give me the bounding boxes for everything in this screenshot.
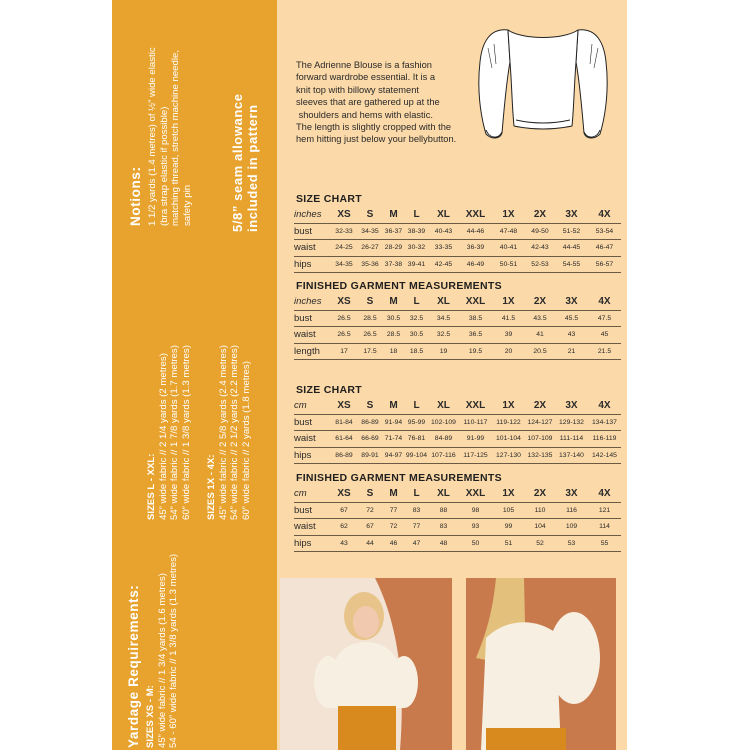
measurement-value: 99 bbox=[492, 519, 525, 536]
measurement-value: 36-39 bbox=[459, 240, 492, 257]
finished-measurements-cm bbox=[294, 486, 621, 552]
size-header: 3X bbox=[555, 486, 588, 502]
measurement-value: 28.5 bbox=[382, 327, 405, 344]
measurement-value: 72 bbox=[382, 519, 405, 536]
measurement-value: 37-38 bbox=[382, 256, 405, 273]
measurement-value: 34.5 bbox=[428, 310, 459, 327]
size-header: M bbox=[382, 398, 405, 414]
description-line: The length is slightly cropped with the bbox=[296, 122, 452, 133]
measurement-value: 21 bbox=[555, 343, 588, 360]
table-title: SIZE CHART bbox=[296, 193, 362, 205]
measurement-value: 52-53 bbox=[525, 256, 555, 273]
measurement-value: 66-69 bbox=[358, 431, 382, 448]
measurement-value: 114 bbox=[588, 519, 621, 536]
size-header: S bbox=[358, 486, 382, 502]
notions-line: matching thread, stretch machine needle, bbox=[170, 50, 182, 226]
size-header: XS bbox=[330, 207, 358, 223]
measurement-value: 26.5 bbox=[358, 327, 382, 344]
measurement-value: 109 bbox=[555, 519, 588, 536]
size-header: 4X bbox=[588, 294, 621, 310]
table-row bbox=[294, 519, 621, 536]
size-header: 2X bbox=[525, 207, 555, 223]
measurement-value: 30.5 bbox=[382, 310, 405, 327]
table-title: SIZE CHART bbox=[296, 384, 362, 396]
measurement-label: bust bbox=[294, 310, 330, 327]
measurement-value: 95-99 bbox=[405, 414, 428, 431]
size-header: L bbox=[405, 207, 428, 223]
measurement-value: 24-25 bbox=[330, 240, 358, 257]
table-row bbox=[294, 310, 621, 327]
measurement-value: 34-35 bbox=[358, 223, 382, 240]
size-header: 2X bbox=[525, 486, 555, 502]
measurement-value: 33-35 bbox=[428, 240, 459, 257]
measurement-value: 45 bbox=[588, 327, 621, 344]
measurement-value: 42-43 bbox=[525, 240, 555, 257]
size-header: 1X bbox=[492, 207, 525, 223]
measurement-value: 18 bbox=[382, 343, 405, 360]
size-header: S bbox=[358, 398, 382, 414]
size-header: XXL bbox=[459, 294, 492, 310]
unit-label: inches bbox=[294, 207, 330, 223]
size-header: XL bbox=[428, 486, 459, 502]
measurement-value: 67 bbox=[358, 519, 382, 536]
measurement-value: 30-32 bbox=[405, 240, 428, 257]
measurement-value: 137-140 bbox=[555, 447, 588, 464]
measurement-value: 116 bbox=[555, 502, 588, 519]
measurement-label: hips bbox=[294, 535, 330, 552]
measurement-value: 102-109 bbox=[428, 414, 459, 431]
yardage-line: 45” wide fabric // 1 3/4 yards (1.6 metres) bbox=[156, 573, 168, 748]
notions-line: 1 1/2 yards (1.4 metres) of ½” wide elastic bbox=[147, 47, 158, 226]
size-header: M bbox=[382, 207, 405, 223]
size-chart-inches bbox=[294, 207, 621, 273]
measurement-value: 53 bbox=[555, 535, 588, 552]
measurement-value: 72 bbox=[358, 502, 382, 519]
measurement-value: 26.5 bbox=[330, 310, 358, 327]
measurement-value: 110-117 bbox=[459, 414, 492, 431]
yardage-group-title: SIZES 1X - 4X: bbox=[206, 454, 217, 520]
measurement-value: 32.5 bbox=[405, 310, 428, 327]
measurement-value: 47 bbox=[405, 535, 428, 552]
model-photo-back bbox=[466, 578, 616, 750]
finished-measurements-inches bbox=[294, 294, 621, 360]
table-header-row bbox=[294, 294, 621, 310]
measurement-label: waist bbox=[294, 519, 330, 536]
description-line: shoulders and hems with elastic. bbox=[296, 109, 433, 120]
measurement-value: 47-48 bbox=[492, 223, 525, 240]
yardage-block bbox=[206, 345, 252, 520]
size-header: L bbox=[405, 398, 428, 414]
notions-block bbox=[128, 47, 193, 226]
table-title: FINISHED GARMENT MEASUREMENTS bbox=[296, 472, 502, 484]
measurement-value: 62 bbox=[330, 519, 358, 536]
size-header: XS bbox=[330, 294, 358, 310]
size-header: 4X bbox=[588, 486, 621, 502]
size-header: XL bbox=[428, 294, 459, 310]
table-row bbox=[294, 447, 621, 464]
measurement-value: 43 bbox=[555, 327, 588, 344]
measurement-value: 46-49 bbox=[459, 256, 492, 273]
size-header: 1X bbox=[492, 398, 525, 414]
measurement-label: hips bbox=[294, 256, 330, 273]
notions-line: safety pin bbox=[181, 184, 193, 226]
measurement-value: 38.5 bbox=[459, 310, 492, 327]
measurement-value: 94-97 bbox=[382, 447, 405, 464]
table-header-row bbox=[294, 207, 621, 223]
measurement-value: 17.5 bbox=[358, 343, 382, 360]
measurement-value: 50 bbox=[459, 535, 492, 552]
measurement-label: bust bbox=[294, 502, 330, 519]
measurement-value: 86-89 bbox=[358, 414, 382, 431]
description-line: sleeves that are gathered up at the bbox=[296, 97, 440, 108]
measurement-value: 107-109 bbox=[525, 431, 555, 448]
table-row bbox=[294, 256, 621, 273]
measurement-value: 98 bbox=[459, 502, 492, 519]
unit-label: cm bbox=[294, 398, 330, 414]
measurement-value: 129-132 bbox=[555, 414, 588, 431]
measurement-value: 91-94 bbox=[382, 414, 405, 431]
size-header: 1X bbox=[492, 486, 525, 502]
description-line: hem hitting just below your bellybutton. bbox=[296, 134, 457, 145]
table-row bbox=[294, 535, 621, 552]
size-header: 3X bbox=[555, 294, 588, 310]
size-header: 4X bbox=[588, 398, 621, 414]
size-header: 2X bbox=[525, 294, 555, 310]
table-title: FINISHED GARMENT MEASUREMENTS bbox=[296, 280, 502, 292]
measurement-value: 28.5 bbox=[358, 310, 382, 327]
yardage-line: 45” wide fabric // 2 5/8 yards (2.4 metres) bbox=[217, 345, 229, 520]
measurement-value: 89-91 bbox=[358, 447, 382, 464]
description-line: knit top with billowy statement bbox=[296, 84, 419, 95]
measurement-value: 111-114 bbox=[555, 431, 588, 448]
measurement-value: 20.5 bbox=[525, 343, 555, 360]
measurement-value: 44-45 bbox=[555, 240, 588, 257]
measurement-value: 39 bbox=[492, 327, 525, 344]
size-header: L bbox=[405, 486, 428, 502]
measurement-value: 46-47 bbox=[588, 240, 621, 257]
measurement-label: bust bbox=[294, 414, 330, 431]
size-header: L bbox=[405, 294, 428, 310]
measurement-value: 93 bbox=[459, 519, 492, 536]
measurement-value: 40-41 bbox=[492, 240, 525, 257]
measurement-value: 86-89 bbox=[330, 447, 358, 464]
notions-line: (bra strap elastic if possible) bbox=[158, 106, 170, 226]
measurement-value: 26-27 bbox=[358, 240, 382, 257]
measurement-value: 81-84 bbox=[330, 414, 358, 431]
notions-heading: Notions: bbox=[128, 166, 143, 226]
measurement-value: 54-55 bbox=[555, 256, 588, 273]
yardage-group-title: SIZES L - XXL: bbox=[146, 453, 157, 520]
measurement-value: 124-127 bbox=[525, 414, 555, 431]
size-header: 2X bbox=[525, 398, 555, 414]
measurement-label: length bbox=[294, 343, 330, 360]
measurement-value: 134-137 bbox=[588, 414, 621, 431]
measurement-value: 132-135 bbox=[525, 447, 555, 464]
measurement-value: 101-104 bbox=[492, 431, 525, 448]
table-row bbox=[294, 502, 621, 519]
measurement-value: 53-54 bbox=[588, 223, 621, 240]
measurement-value: 32-33 bbox=[330, 223, 358, 240]
yardage-line: 60” wide fabric // 2 yards (1.8 metres) bbox=[240, 361, 252, 520]
size-header: XS bbox=[330, 398, 358, 414]
measurement-value: 50-51 bbox=[492, 256, 525, 273]
table-row bbox=[294, 223, 621, 240]
measurement-value: 34-35 bbox=[330, 256, 358, 273]
measurement-value: 43.5 bbox=[525, 310, 555, 327]
measurement-label: bust bbox=[294, 223, 330, 240]
measurement-value: 76-81 bbox=[405, 431, 428, 448]
yardage-block bbox=[146, 345, 192, 520]
measurement-value: 39-41 bbox=[405, 256, 428, 273]
measurement-value: 52 bbox=[525, 535, 555, 552]
size-header: S bbox=[358, 294, 382, 310]
size-header: 3X bbox=[555, 398, 588, 414]
yardage-line: 60” wide fabric // 1 3/8 yards (1.3 metres) bbox=[180, 345, 192, 520]
measurement-value: 55 bbox=[588, 535, 621, 552]
measurement-value: 61-64 bbox=[330, 431, 358, 448]
size-header: XS bbox=[330, 486, 358, 502]
table-row bbox=[294, 431, 621, 448]
size-header: 4X bbox=[588, 207, 621, 223]
yardage-line: 54” wide fabric // 2 1/2 yards (2.2 metres) bbox=[229, 345, 241, 520]
yardage-line: 45” wide fabric // 2 1/4 yards (2 metres) bbox=[157, 353, 169, 520]
measurement-value: 67 bbox=[330, 502, 358, 519]
measurement-value: 104 bbox=[525, 519, 555, 536]
measurement-value: 41.5 bbox=[492, 310, 525, 327]
measurement-label: hips bbox=[294, 447, 330, 464]
size-chart-cm bbox=[294, 398, 621, 464]
table-row bbox=[294, 240, 621, 257]
measurement-value: 41 bbox=[525, 327, 555, 344]
measurement-value: 30.5 bbox=[405, 327, 428, 344]
size-header: XL bbox=[428, 207, 459, 223]
size-header: S bbox=[358, 207, 382, 223]
measurement-value: 71-74 bbox=[382, 431, 405, 448]
measurement-value: 121 bbox=[588, 502, 621, 519]
measurement-value: 110 bbox=[525, 502, 555, 519]
size-header: XXL bbox=[459, 486, 492, 502]
measurement-value: 127-130 bbox=[492, 447, 525, 464]
measurement-value: 35-36 bbox=[358, 256, 382, 273]
measurement-value: 84-89 bbox=[428, 431, 459, 448]
yardage-heading: Yardage Requirements: bbox=[126, 584, 141, 748]
yardage-block bbox=[126, 554, 180, 748]
measurement-value: 44-46 bbox=[459, 223, 492, 240]
size-header: M bbox=[382, 486, 405, 502]
yardage-group-title: SIZES XS - M: bbox=[145, 685, 156, 748]
measurement-value: 56-57 bbox=[588, 256, 621, 273]
measurement-value: 77 bbox=[382, 502, 405, 519]
measurement-label: waist bbox=[294, 327, 330, 344]
measurement-value: 48 bbox=[428, 535, 459, 552]
size-header: 1X bbox=[492, 294, 525, 310]
size-header: 3X bbox=[555, 207, 588, 223]
measurement-value: 28-29 bbox=[382, 240, 405, 257]
size-header: M bbox=[382, 294, 405, 310]
measurement-value: 46 bbox=[382, 535, 405, 552]
measurement-value: 88 bbox=[428, 502, 459, 519]
table-header-row bbox=[294, 398, 621, 414]
measurement-value: 117-125 bbox=[459, 447, 492, 464]
measurement-value: 142-145 bbox=[588, 447, 621, 464]
measurement-value: 91-99 bbox=[459, 431, 492, 448]
measurement-value: 77 bbox=[405, 519, 428, 536]
pattern-description bbox=[296, 59, 496, 146]
measurement-value: 49-50 bbox=[525, 223, 555, 240]
measurement-value: 17 bbox=[330, 343, 358, 360]
size-header: XXL bbox=[459, 207, 492, 223]
measurement-value: 43 bbox=[330, 535, 358, 552]
measurement-value: 83 bbox=[428, 519, 459, 536]
measurement-value: 47.5 bbox=[588, 310, 621, 327]
measurement-value: 44 bbox=[358, 535, 382, 552]
measurement-value: 51-52 bbox=[555, 223, 588, 240]
measurement-value: 42-45 bbox=[428, 256, 459, 273]
table-row bbox=[294, 343, 621, 360]
measurement-value: 20 bbox=[492, 343, 525, 360]
model-photo-front bbox=[280, 578, 452, 750]
description-line: forward wardrobe essential. It is a bbox=[296, 72, 435, 83]
measurement-value: 18.5 bbox=[405, 343, 428, 360]
measurement-value: 36.5 bbox=[459, 327, 492, 344]
size-header: XL bbox=[428, 398, 459, 414]
measurement-value: 99-104 bbox=[405, 447, 428, 464]
table-header-row bbox=[294, 486, 621, 502]
measurement-value: 26.5 bbox=[330, 327, 358, 344]
measurement-value: 107-116 bbox=[428, 447, 459, 464]
measurement-label: waist bbox=[294, 431, 330, 448]
measurement-value: 105 bbox=[492, 502, 525, 519]
measurement-value: 32.5 bbox=[428, 327, 459, 344]
yardage-line: 54” wide fabric // 1 7/8 yards (1.7 metres) bbox=[169, 345, 181, 520]
table-row bbox=[294, 327, 621, 344]
measurement-value: 116-119 bbox=[588, 431, 621, 448]
measurement-label: waist bbox=[294, 240, 330, 257]
measurement-value: 36-37 bbox=[382, 223, 405, 240]
measurement-value: 21.5 bbox=[588, 343, 621, 360]
size-header: XXL bbox=[459, 398, 492, 414]
measurement-value: 40-43 bbox=[428, 223, 459, 240]
measurement-value: 38-39 bbox=[405, 223, 428, 240]
measurement-value: 83 bbox=[405, 502, 428, 519]
seam-line: included in pattern bbox=[245, 104, 260, 232]
yardage-line: 54 - 60” wide fabric // 1 3/8 yards (1.3 metres) bbox=[168, 553, 180, 748]
unit-label: inches bbox=[294, 294, 330, 310]
measurement-value: 45.5 bbox=[555, 310, 588, 327]
measurement-value: 19 bbox=[428, 343, 459, 360]
measurement-value: 19.5 bbox=[459, 343, 492, 360]
table-row bbox=[294, 414, 621, 431]
seam-allowance-note bbox=[230, 93, 260, 232]
measurement-value: 51 bbox=[492, 535, 525, 552]
measurement-value: 119-122 bbox=[492, 414, 525, 431]
description-line: The Adrienne Blouse is a fashion bbox=[296, 60, 432, 70]
seam-line: 5/8” seam allowance bbox=[230, 93, 245, 232]
unit-label: cm bbox=[294, 486, 330, 502]
